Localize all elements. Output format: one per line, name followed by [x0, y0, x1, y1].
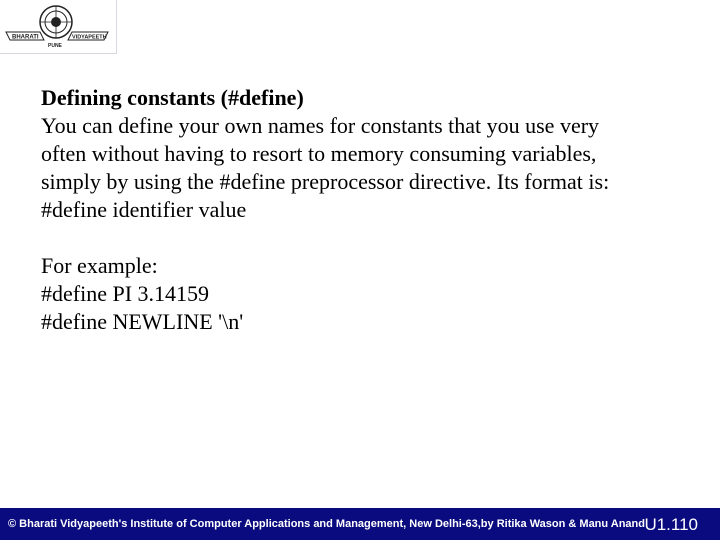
institute-logo [0, 0, 117, 54]
paragraph-line: You can define your own names for constants that you use very [41, 113, 600, 138]
footer-copyright: © Bharati Vidyapeeth's Institute of Computer Applications and Management, New Delhi-63,by Ritika Wason & Manu Anand [8, 518, 645, 530]
paragraph-line: simply by using the #define preprocessor directive. Its format is: [41, 169, 610, 194]
paragraph-line: often without having to resort to memory consuming variables, [41, 141, 597, 166]
slide-body [41, 84, 681, 336]
logo-left-text: BHARATI [12, 34, 39, 41]
paragraph-line: #define identifier value [41, 197, 247, 222]
example-line: #define NEWLINE '\n' [41, 309, 244, 334]
blank-line [41, 224, 681, 252]
title-band [117, 0, 720, 54]
example-line: #define PI 3.14159 [41, 281, 210, 306]
example-line: For example: [41, 253, 158, 278]
logo-bottom-text: PUNE [48, 43, 62, 49]
footer-bar [0, 508, 720, 540]
page-number: U1.110 [644, 515, 698, 534]
emblem-icon [4, 2, 114, 52]
slide-heading: Defining constants (#define) [41, 85, 304, 110]
logo-right-text: VIDYAPEETH [72, 34, 107, 41]
